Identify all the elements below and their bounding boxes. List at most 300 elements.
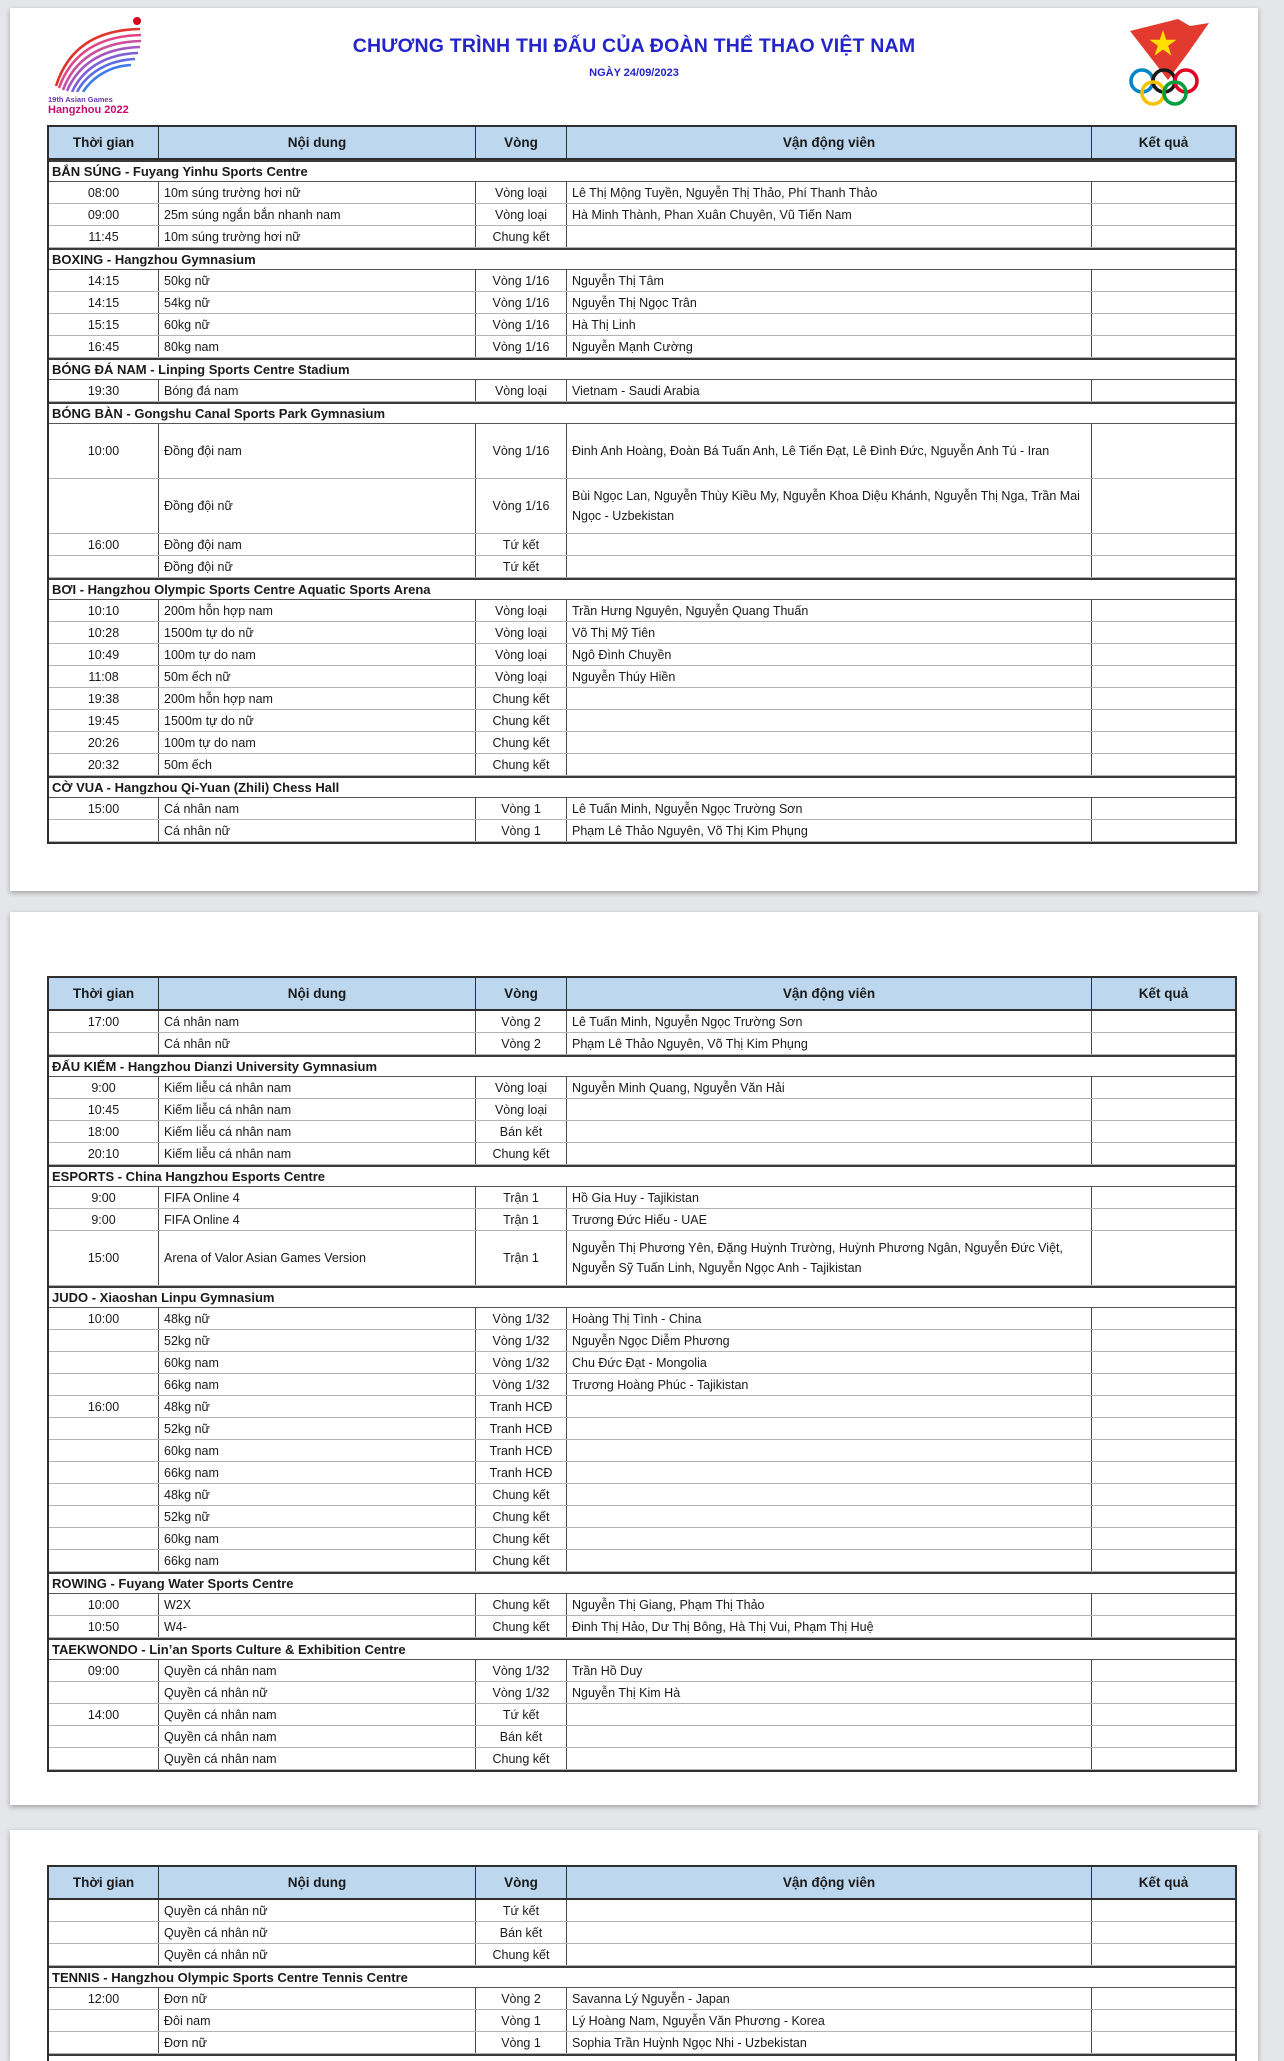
cell-result <box>1091 424 1235 478</box>
section-header-row: TAEKWONDO - Lin’an Sports Culture & Exhibition Centre <box>49 1638 1235 1660</box>
cell-result <box>1091 1988 1235 2009</box>
cell-event: Đơn nữ <box>158 1988 475 2009</box>
cell-round: Tranh HCĐ <box>475 1440 566 1461</box>
cell-round: Chung kết <box>475 754 566 775</box>
cell-time: 9:00 <box>91 1190 116 1205</box>
cell-result <box>1091 1506 1235 1527</box>
table-header-row <box>49 127 1235 160</box>
cell-round: Tranh HCĐ <box>475 1462 566 1483</box>
cell-athletes: Võ Thị Mỹ Tiên <box>566 622 1091 643</box>
cell-round: Chung kết <box>475 1594 566 1615</box>
cell-event: 48kg nữ <box>158 1396 475 1417</box>
cell-round: Tứ kết <box>475 534 566 555</box>
cell-event: Cá nhân nữ <box>158 820 475 841</box>
cell-result <box>1091 1726 1235 1747</box>
cell-round: Chung kết <box>475 1944 566 1965</box>
table-row <box>49 534 1235 556</box>
cell-round: Tranh HCĐ <box>475 1418 566 1439</box>
table-row <box>49 622 1235 644</box>
cell-time: 20:26 <box>87 735 120 750</box>
cell-result <box>1091 688 1235 709</box>
cell-round: Vòng 1/16 <box>475 479 566 533</box>
cell-event: Quyền cá nhân nữ <box>158 1682 475 1703</box>
section-header-row: ESPORTS - China Hangzhou Esports Centre <box>49 1165 1235 1187</box>
cell-round: Vòng 1 <box>475 820 566 841</box>
cell-athletes <box>566 1484 1091 1505</box>
cell-event: 50m ếch <box>158 754 475 775</box>
cell-result <box>1091 732 1235 753</box>
cell-round: Chung kết <box>475 226 566 247</box>
cell-event: Quyền cá nhân nam <box>158 1726 475 1747</box>
cell-round: Trận 1 <box>475 1187 566 1208</box>
cell-result <box>1091 1099 1235 1120</box>
cell-athletes: Đinh Anh Hoàng, Đoàn Bá Tuấn Anh, Lê Tiến Đạt, Lê Đình Đức, Nguyễn Anh Tú - Iran <box>566 424 1091 478</box>
cell-athletes: Hoàng Thị Tình - China <box>566 1308 1091 1329</box>
cell-event: 66kg nam <box>158 1550 475 1571</box>
cell-result <box>1091 666 1235 687</box>
cell-time: 11:45 <box>88 229 119 244</box>
cell-athletes: Trần Hưng Nguyên, Nguyễn Quang Thuấn <box>566 600 1091 621</box>
column-header-1: Nội dung <box>158 127 475 158</box>
cell-event: Đồng đội nam <box>158 534 475 555</box>
table-row <box>49 688 1235 710</box>
cell-result <box>1091 380 1235 401</box>
cell-round: Chung kết <box>475 1616 566 1637</box>
cell-athletes: Phạm Lê Thảo Nguyên, Võ Thị Kim Phụng <box>566 1033 1091 1054</box>
cutoff-row <box>49 2054 1235 2061</box>
cell-round: Vòng 2 <box>475 1011 566 1032</box>
cell-result <box>1091 1550 1235 1571</box>
cell-event: 60kg nam <box>158 1528 475 1549</box>
cell-time: 10:00 <box>87 444 120 458</box>
cell-event: Bóng đá nam <box>158 380 475 401</box>
cell-result <box>1091 1660 1235 1681</box>
cell-result <box>1091 1352 1235 1373</box>
cell-time: 09:00 <box>87 207 120 222</box>
cell-time: 10:00 <box>87 1597 120 1612</box>
table-row <box>49 1660 1235 1682</box>
cell-time: 9:00 <box>91 1212 116 1227</box>
cell-result <box>1091 204 1235 225</box>
table-row <box>49 1187 1235 1209</box>
cell-event: 52kg nữ <box>158 1418 475 1439</box>
table-row <box>49 1374 1235 1396</box>
cell-athletes <box>566 1944 1091 1965</box>
page-3 <box>10 1830 1258 2061</box>
cell-round: Tứ kết <box>475 1704 566 1725</box>
cell-time: 20:10 <box>87 1146 120 1161</box>
cell-event: Quyền cá nhân nữ <box>158 1900 475 1921</box>
cell-time: 15:15 <box>87 317 120 332</box>
table-row <box>49 1099 1235 1121</box>
table-row <box>49 2032 1235 2054</box>
cell-result <box>1091 1374 1235 1395</box>
cell-time: 19:38 <box>87 691 120 706</box>
cell-event: 48kg nữ <box>158 1484 475 1505</box>
cell-round: Bán kết <box>475 1726 566 1747</box>
cell-result <box>1091 1944 1235 1965</box>
cell-result <box>1091 2010 1235 2031</box>
cell-time: 09:00 <box>87 1663 120 1678</box>
section-header-row: BẮN SÚNG - Fuyang Yinhu Sports Centre <box>49 160 1235 182</box>
cell-athletes: Nguyễn Thúy Hiền <box>566 666 1091 687</box>
cell-event: Quyền cá nhân nữ <box>158 1922 475 1943</box>
section-header-row: BÓNG ĐÁ NAM - Linping Sports Centre Stadium <box>49 358 1235 380</box>
cell-event: Quyền cá nhân nữ <box>158 1944 475 1965</box>
vietnam-olympic-committee-logo <box>1116 14 1222 116</box>
cell-result <box>1091 1143 1235 1164</box>
table-row <box>49 754 1235 776</box>
cell-round: Chung kết <box>475 1550 566 1571</box>
cell-event: 60kg nam <box>158 1440 475 1461</box>
table-row <box>49 182 1235 204</box>
cell-event: Đơn nữ <box>158 2032 475 2053</box>
cell-result <box>1091 600 1235 621</box>
cell-result <box>1091 1033 1235 1054</box>
logo-line1: 19th Asian Games <box>48 95 113 104</box>
cell-result <box>1091 1462 1235 1483</box>
column-header-4: Kết quả <box>1091 978 1235 1009</box>
cell-round: Chung kết <box>475 1484 566 1505</box>
cell-athletes: Đinh Thị Hảo, Dư Thị Bông, Hà Thị Vui, Phạm Thị Huệ <box>566 1616 1091 1637</box>
cell-time <box>49 556 158 577</box>
column-header-4: Kết quả <box>1091 1867 1235 1898</box>
cell-round: Vòng loại <box>475 204 566 225</box>
cell-time <box>49 1374 158 1395</box>
table-row <box>49 1418 1235 1440</box>
cell-result <box>1091 1308 1235 1329</box>
table-row <box>49 1231 1235 1286</box>
table-row <box>49 1704 1235 1726</box>
cell-athletes <box>566 1900 1091 1921</box>
column-header-2: Vòng <box>475 978 566 1009</box>
cell-time: 10:45 <box>87 1102 120 1117</box>
cell-round: Chung kết <box>475 1748 566 1769</box>
table-header-row <box>49 978 1235 1011</box>
cell-event: Kiếm liễu cá nhân nam <box>158 1143 475 1164</box>
cell-athletes: Lý Hoàng Nam, Nguyễn Văn Phương - Korea <box>566 2010 1091 2031</box>
cell-round: Chung kết <box>475 710 566 731</box>
column-header-4: Kết quả <box>1091 127 1235 158</box>
table-row <box>49 1484 1235 1506</box>
cell-athletes: Nguyễn Ngọc Diễm Phương <box>566 1330 1091 1351</box>
table-row <box>49 1922 1235 1944</box>
cell-result <box>1091 1231 1235 1285</box>
cell-result <box>1091 336 1235 357</box>
cell-result <box>1091 1682 1235 1703</box>
cell-time <box>49 1726 158 1747</box>
cell-time <box>49 1528 158 1549</box>
cell-round: Chung kết <box>475 1528 566 1549</box>
cell-result <box>1091 1528 1235 1549</box>
date-line: NGÀY 24/09/2023 <box>589 67 679 79</box>
cell-event: Kiếm liễu cá nhân nam <box>158 1099 475 1120</box>
column-header-2: Vòng <box>475 127 566 158</box>
cell-athletes: Bùi Ngọc Lan, Nguyễn Thùy Kiều My, Nguyễn Khoa Diệu Khánh, Nguyễn Thị Nga, Trần Mai Ngọc - Uzbekistan <box>566 479 1091 533</box>
table-row <box>49 292 1235 314</box>
cell-round: Chung kết <box>475 1143 566 1164</box>
cell-time: 14:15 <box>87 273 120 288</box>
column-header-1: Nội dung <box>158 978 475 1009</box>
column-header-0: Thời gian <box>72 1875 135 1890</box>
cell-event: Cá nhân nam <box>158 798 475 819</box>
cell-time: 16:00 <box>87 537 120 552</box>
cell-event: 60kg nữ <box>158 314 475 335</box>
cell-time: 16:00 <box>87 1399 120 1414</box>
section-header-row: BƠI - Hangzhou Olympic Sports Centre Aquatic Sports Arena <box>49 578 1235 600</box>
page-top-margin <box>10 912 1258 976</box>
cell-time: 15:00 <box>87 801 120 816</box>
table-row <box>49 204 1235 226</box>
cell-athletes: Hà Thị Linh <box>566 314 1091 335</box>
cell-round: Vòng 1/16 <box>475 314 566 335</box>
cell-result <box>1091 1704 1235 1725</box>
cell-event: 10m súng trường hơi nữ <box>158 226 475 247</box>
cell-result <box>1091 2032 1235 2053</box>
cell-result <box>1091 479 1235 533</box>
cell-event: 10m súng trường hơi nữ <box>158 182 475 203</box>
cell-time <box>49 820 158 841</box>
cell-athletes <box>566 754 1091 775</box>
cell-event: FIFA Online 4 <box>158 1187 475 1208</box>
cell-round: Vòng 1 <box>475 2032 566 2053</box>
cell-round: Vòng loại <box>475 380 566 401</box>
cell-athletes <box>566 1506 1091 1527</box>
page-top-margin <box>10 1830 1258 1865</box>
hangzhou-fan-emblem-icon <box>40 14 180 92</box>
cell-result <box>1091 798 1235 819</box>
cell-round: Vòng 1 <box>475 2010 566 2031</box>
cell-time: 20:32 <box>87 757 120 772</box>
cell-event: 60kg nam <box>158 1352 475 1373</box>
schedule-table-1 <box>47 125 1237 844</box>
cell-round: Chung kết <box>475 732 566 753</box>
cell-event: 200m hỗn hợp nam <box>158 600 475 621</box>
schedule-table-2 <box>47 976 1237 1772</box>
section-header-row: CỜ VUA - Hangzhou Qi-Yuan (Zhili) Chess Hall <box>49 776 1235 798</box>
cell-time <box>49 1682 158 1703</box>
cell-time: 08:00 <box>87 185 120 200</box>
table-row <box>49 380 1235 402</box>
table-row <box>49 2010 1235 2032</box>
table-row <box>49 1726 1235 1748</box>
cell-event: W2X <box>158 1594 475 1615</box>
page-1 <box>10 8 1258 891</box>
cell-round: Vòng loại <box>475 666 566 687</box>
cell-athletes: Lê Tuấn Minh, Nguyễn Ngọc Trường Sơn <box>566 1011 1091 1032</box>
table-row <box>49 424 1235 479</box>
cell-athletes <box>566 1748 1091 1769</box>
table-row <box>49 666 1235 688</box>
cell-athletes <box>566 556 1091 577</box>
cell-time: 14:15 <box>87 295 120 310</box>
cell-result <box>1091 710 1235 731</box>
section-header-row: JUDO - Xiaoshan Linpu Gymnasium <box>49 1286 1235 1308</box>
cell-event: Đồng đội nữ <box>158 556 475 577</box>
table-row <box>49 820 1235 842</box>
cell-round: Vòng 1 <box>475 798 566 819</box>
cell-athletes: Trương Hoàng Phúc - Tajikistan <box>566 1374 1091 1395</box>
column-header-3: Vận động viên <box>566 1867 1091 1898</box>
cell-result <box>1091 1121 1235 1142</box>
cell-round: Vòng 1/16 <box>475 270 566 291</box>
cell-event: 100m tự do nam <box>158 644 475 665</box>
page-title: CHƯƠNG TRÌNH THI ĐẤU CỦA ĐOÀN THỂ THAO VIỆT NAM <box>352 35 916 57</box>
page-2 <box>10 912 1258 1805</box>
cell-event: 54kg nữ <box>158 292 475 313</box>
cell-time <box>49 1033 158 1054</box>
cell-result <box>1091 1616 1235 1637</box>
cell-athletes <box>566 1418 1091 1439</box>
schedule-table-3 <box>47 1865 1237 2061</box>
cell-round: Vòng 1/16 <box>475 424 566 478</box>
cell-round: Vòng 2 <box>475 1033 566 1054</box>
cell-round: Chung kết <box>475 688 566 709</box>
cell-result <box>1091 314 1235 335</box>
cell-round: Tứ kết <box>475 556 566 577</box>
cell-athletes: Savanna Lý Nguyễn - Japan <box>566 1988 1091 2009</box>
cell-athletes <box>566 534 1091 555</box>
cell-time: 19:45 <box>87 713 120 728</box>
table-row <box>49 600 1235 622</box>
cell-athletes <box>566 1440 1091 1461</box>
hangzhou-2022-asian-games-logo <box>40 14 180 118</box>
table-row <box>49 1143 1235 1165</box>
cell-time <box>49 1944 158 1965</box>
logo-line2: Hangzhou 2022 <box>48 104 129 116</box>
table-row <box>49 1594 1235 1616</box>
cell-result <box>1091 1396 1235 1417</box>
cell-result <box>1091 754 1235 775</box>
cell-round: Tranh HCĐ <box>475 1396 566 1417</box>
cell-event: Quyền cá nhân nam <box>158 1748 475 1769</box>
cell-athletes: Trương Đức Hiếu - UAE <box>566 1209 1091 1230</box>
table-row <box>49 1077 1235 1099</box>
cell-time <box>49 1748 158 1769</box>
cell-event: Quyền cá nhân nam <box>158 1704 475 1725</box>
cell-athletes: Nguyễn Thị Tâm <box>566 270 1091 291</box>
cell-athletes <box>566 688 1091 709</box>
cell-event: 1500m tự do nữ <box>158 710 475 731</box>
table-row <box>49 710 1235 732</box>
cell-time <box>49 2010 158 2031</box>
cell-round: Bán kết <box>475 1121 566 1142</box>
table-row <box>49 1550 1235 1572</box>
cell-event: Arena of Valor Asian Games Version <box>158 1231 475 1285</box>
cell-athletes: Nguyễn Thị Kim Hà <box>566 1682 1091 1703</box>
table-row <box>49 1396 1235 1418</box>
table-row <box>49 314 1235 336</box>
cell-athletes: Ngô Đình Chuyền <box>566 644 1091 665</box>
table-row <box>49 1352 1235 1374</box>
cell-athletes <box>566 1704 1091 1725</box>
table-row <box>49 479 1235 534</box>
cell-event: Đồng đội nữ <box>158 479 475 533</box>
cell-athletes: Lê Thị Mộng Tuyền, Nguyễn Thị Thảo, Phí Thanh Thảo <box>566 182 1091 203</box>
cell-round: Vòng 1/32 <box>475 1374 566 1395</box>
cell-round: Vòng loại <box>475 644 566 665</box>
column-header-0: Thời gian <box>72 135 135 150</box>
cell-athletes: Trần Hồ Duy <box>566 1660 1091 1681</box>
cell-round: Vòng loại <box>475 622 566 643</box>
cell-athletes <box>566 1099 1091 1120</box>
cell-round: Vòng 1/32 <box>475 1660 566 1681</box>
column-header-1: Nội dung <box>158 1867 475 1898</box>
column-header-3: Vận động viên <box>566 978 1091 1009</box>
vietnam-flag-olympic-rings-icon <box>1116 14 1222 116</box>
cell-round: Bán kết <box>475 1922 566 1943</box>
cell-athletes <box>566 1550 1091 1571</box>
cell-athletes: Vietnam - Saudi Arabia <box>566 380 1091 401</box>
cell-result <box>1091 1922 1235 1943</box>
cell-athletes: Hà Minh Thành, Phan Xuân Chuyên, Vũ Tiến Nam <box>566 204 1091 225</box>
cell-round: Vòng 1/32 <box>475 1308 566 1329</box>
cell-round: Vòng 1/32 <box>475 1682 566 1703</box>
table-row <box>49 732 1235 754</box>
cell-result <box>1091 1594 1235 1615</box>
cell-result <box>1091 270 1235 291</box>
cell-event: 48kg nữ <box>158 1308 475 1329</box>
cell-result <box>1091 644 1235 665</box>
cell-athletes: Sophia Trần Huỳnh Ngọc Nhi - Uzbekistan <box>566 2032 1091 2053</box>
section-header-row: ĐẤU KIẾM - Hangzhou Dianzi University Gymnasium <box>49 1055 1235 1077</box>
table-row <box>49 226 1235 248</box>
table-row <box>49 644 1235 666</box>
cell-event: 200m hỗn hợp nam <box>158 688 475 709</box>
table-row <box>49 1308 1235 1330</box>
cell-event: Cá nhân nữ <box>158 1033 475 1054</box>
cell-result <box>1091 1418 1235 1439</box>
table-row <box>49 1682 1235 1704</box>
cell-athletes: Phạm Lê Thảo Nguyên, Võ Thị Kim Phụng <box>566 820 1091 841</box>
cell-round: Trận 1 <box>475 1209 566 1230</box>
table-row <box>49 1033 1235 1055</box>
table-row <box>49 1121 1235 1143</box>
document-header <box>10 8 1258 125</box>
cell-athletes: Chu Đức Đạt - Mongolia <box>566 1352 1091 1373</box>
cell-result <box>1091 1187 1235 1208</box>
cell-round: Vòng 1/16 <box>475 292 566 313</box>
cell-time <box>49 1550 158 1571</box>
cell-result <box>1091 820 1235 841</box>
cell-time <box>49 1352 158 1373</box>
cell-time: 11:08 <box>88 669 119 684</box>
cell-round: Vòng 1/32 <box>475 1330 566 1351</box>
cell-result <box>1091 1484 1235 1505</box>
cell-time: 10:00 <box>87 1311 120 1326</box>
section-header-row: ROWING - Fuyang Water Sports Centre <box>49 1572 1235 1594</box>
cell-time: 17:00 <box>87 1014 120 1029</box>
cell-event: 66kg nam <box>158 1374 475 1395</box>
cell-event: 50kg nữ <box>158 270 475 291</box>
cell-athletes: Nguyễn Thị Giang, Phạm Thị Thảo <box>566 1594 1091 1615</box>
column-header-0: Thời gian <box>72 986 135 1001</box>
cell-result <box>1091 622 1235 643</box>
table-row <box>49 1944 1235 1966</box>
table-row <box>49 556 1235 578</box>
cell-time <box>49 1418 158 1439</box>
cell-round: Vòng 2 <box>475 1988 566 2009</box>
cell-athletes <box>566 1922 1091 1943</box>
cell-athletes: Nguyễn Mạnh Cường <box>566 336 1091 357</box>
table-row <box>49 270 1235 292</box>
cell-event: Đồng đội nam <box>158 424 475 478</box>
cell-athletes: Nguyễn Thị Ngọc Trân <box>566 292 1091 313</box>
section-header-row: BOXING - Hangzhou Gymnasium <box>49 248 1235 270</box>
table-row <box>49 1209 1235 1231</box>
cell-athletes <box>566 1726 1091 1747</box>
cell-result <box>1091 534 1235 555</box>
